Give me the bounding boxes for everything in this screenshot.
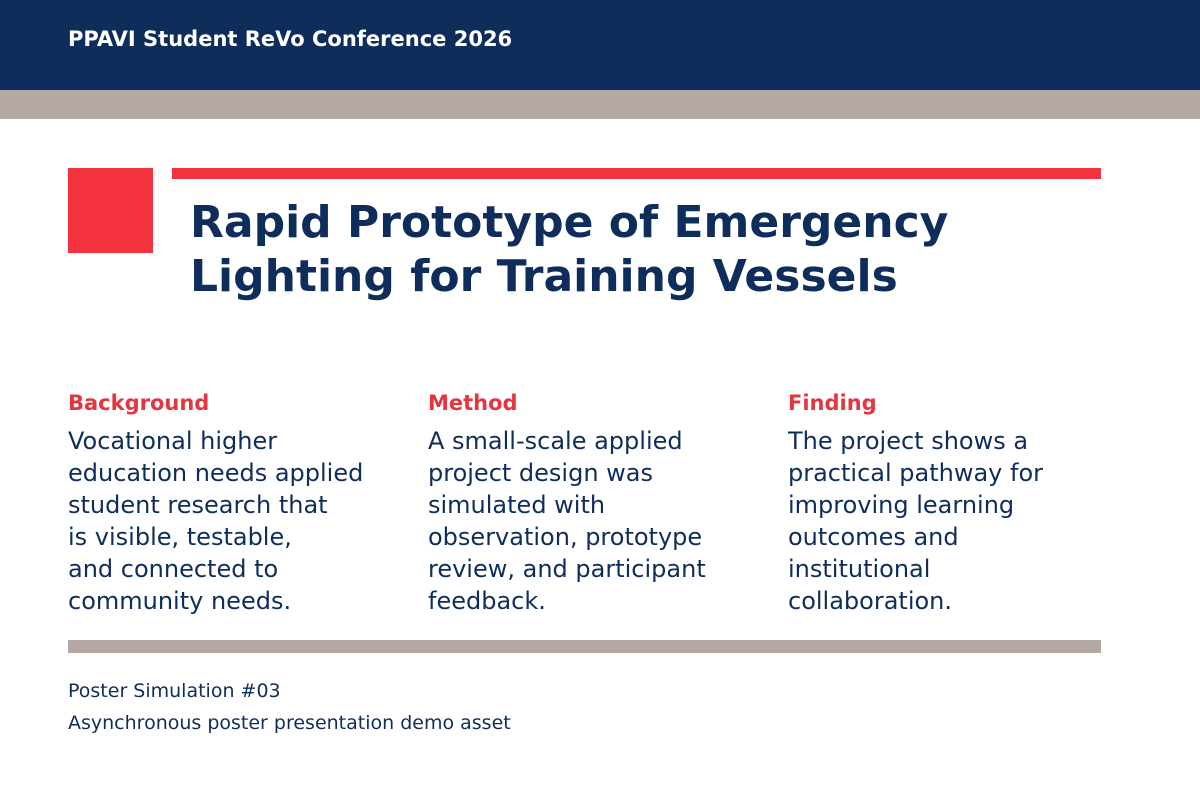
poster-title-line-2: Lighting for Training Vessels [190,251,898,302]
body-line: Vocational higher [68,427,278,455]
column-heading: Finding [788,391,877,415]
column-background [68,389,398,617]
conference-title: PPAVI Student ReVo Conference 2026 [68,27,513,51]
body-line: A small-scale applied [428,427,683,455]
body-line: observation, prototype [428,523,703,551]
column-method [428,389,758,617]
header-bar [0,0,1200,90]
body-line: improving learning [788,491,1015,519]
accent-band [0,90,1200,119]
body-line: outcomes and [788,523,959,551]
poster-title-line-1: Rapid Prototype of Emergency [190,197,949,248]
column-body [788,425,1118,617]
red-accent-rule [172,168,1101,179]
column-heading: Background [68,391,210,415]
body-line: and connected to [68,555,279,583]
body-line: is visible, testable, [68,523,292,551]
body-line: simulated with [428,491,606,519]
body-line: practical pathway for [788,459,1044,487]
red-accent-square [68,168,153,253]
column-finding [788,389,1118,617]
column-heading: Method [428,391,518,415]
body-line: The project shows a [788,427,1029,455]
column-body [428,425,758,617]
body-line: project design was [428,459,654,487]
body-line: student research that [68,491,328,519]
body-line: education needs applied [68,459,364,487]
body-line: feedback. [428,587,546,615]
body-line: review, and participant [428,555,706,583]
poster-title [190,196,1090,304]
footer-description: Asynchronous poster presentation demo asset [68,712,511,734]
body-line: collaboration. [788,587,953,615]
footer-simulation-label: Poster Simulation #03 [68,680,281,702]
body-line: institutional [788,555,931,583]
body-line: community needs. [68,587,292,615]
bottom-divider [68,640,1101,653]
column-body [68,425,398,617]
